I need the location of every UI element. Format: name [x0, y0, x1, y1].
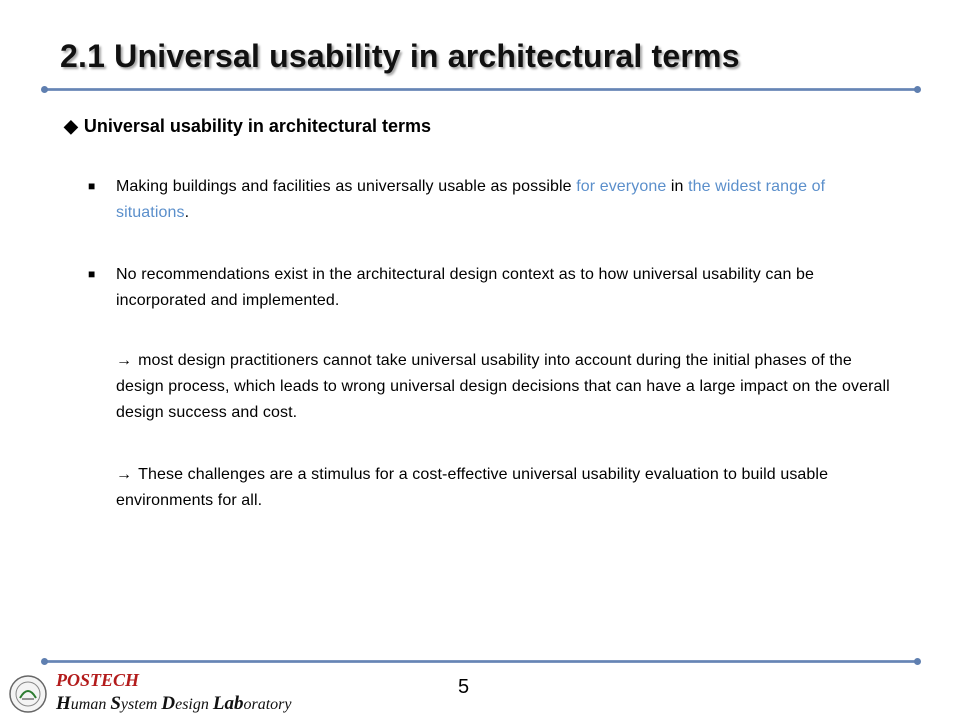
- arrow-point-1-text: most design practitioners cannot take universal usability into account during the initial phases of the design process, which leads to wrong universal design decisions that can have a large impact on the overall design success and cost.: [116, 352, 890, 421]
- lab-word-lab: Lab: [212, 693, 244, 714]
- bullet-1-period: .: [184, 204, 190, 221]
- section-heading: [64, 116, 431, 137]
- diamond-bullet-icon: ◆: [64, 116, 78, 136]
- title-divider: [44, 88, 918, 91]
- lab-word-uman: uman: [70, 696, 111, 713]
- lab-initial-d: D: [161, 693, 176, 714]
- bullet-1-text-mid: in: [666, 178, 689, 195]
- slide-title: 2.1 Universal usability in architectural terms: [60, 38, 740, 74]
- page-number: 5: [458, 676, 470, 698]
- bullet-item-2: No recommendations exist in the architectural design context as to how universal usability can be incorporated and implemented.: [116, 266, 815, 309]
- highlight-widest-range: the widest range of situations: [116, 178, 826, 221]
- lab-word-esign: esign: [175, 696, 213, 713]
- lab-initial-h: H: [56, 693, 71, 714]
- arrow-point-2-text: These challenges are a stimulus for a cost-effective universal usability evaluation to build usable environments for all.: [116, 466, 829, 509]
- bullet-item-1: [116, 174, 896, 226]
- footer-divider: [44, 660, 918, 663]
- lab-wordmark: [56, 693, 291, 715]
- arrow-point-1: [116, 348, 896, 426]
- lab-word-ystem: ystem: [120, 696, 162, 713]
- arrow-point-2: [116, 462, 896, 514]
- square-bullet-icon: ■: [88, 179, 96, 193]
- square-bullet-icon: ■: [88, 267, 96, 281]
- lab-name: [56, 670, 291, 715]
- lab-initial-s: S: [110, 693, 121, 714]
- bullet-1-text: Making buildings and facilities as universally usable as possible: [116, 178, 577, 195]
- postech-wordmark: POSTECH: [56, 670, 140, 690]
- highlight-for-everyone: for everyone: [576, 178, 667, 195]
- right-arrow-icon: →: [116, 466, 133, 483]
- university-seal-logo: [8, 674, 48, 714]
- section-heading-text: Universal usability in architectural terms: [83, 116, 431, 136]
- right-arrow-icon: →: [116, 352, 133, 369]
- lab-word-oratory: oratory: [243, 696, 292, 713]
